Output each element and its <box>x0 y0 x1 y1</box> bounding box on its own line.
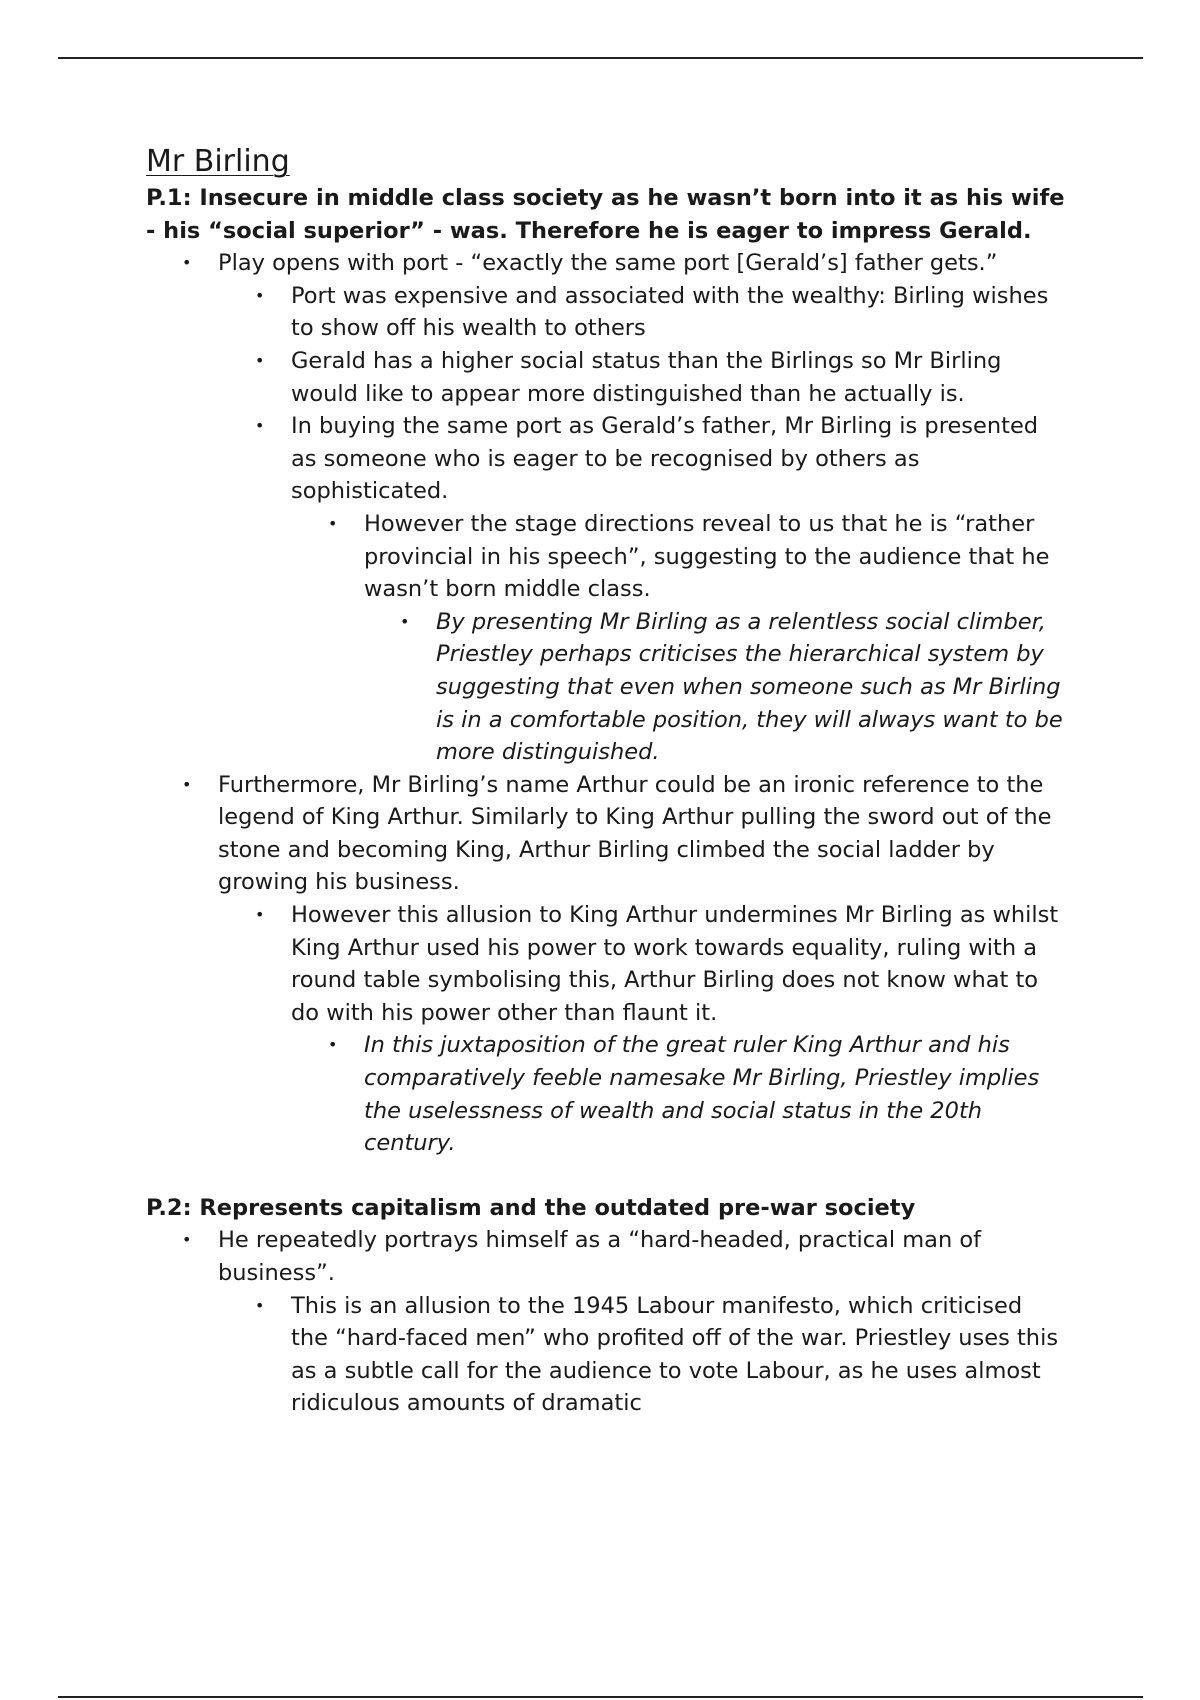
bullet-icon: • <box>255 350 265 370</box>
section-heading-p1: P.1: Insecure in middle class society as he wasn’t born into it as his wife - his “social superior” - was. Therefore he is eager to impress Gerald. <box>146 185 1065 244</box>
list-item <box>146 280 1066 345</box>
list-item-text: This is an allusion to the 1945 Labour manifesto, which criticised the “hard-faced men” who profited off of the war. Priestley uses this as a subtle call for the audience to vote Labour, as he uses almost ridiculous amounts of dramatic <box>291 1292 1059 1417</box>
list-item <box>146 1290 1066 1420</box>
list-item-text: In buying the same port as Gerald’s father, Mr Birling is presented as someone who is eager to be recognised by others as sophisticated. <box>291 413 1039 505</box>
bullet-list-p2 <box>146 1224 1066 1420</box>
bullet-icon: • <box>328 1035 338 1055</box>
list-item <box>146 247 1066 280</box>
bullet-icon: • <box>255 416 265 436</box>
bullet-icon: • <box>182 253 192 273</box>
list-item-text: However this allusion to King Arthur undermines Mr Birling as whilst King Arthur used his power to work towards equality, ruling with a round table symbolising this, Arthur Birling does not know what to do with his power other than flaunt it. <box>291 902 1059 1026</box>
bullet-icon: • <box>255 285 265 305</box>
list-item <box>146 410 1066 508</box>
list-item <box>146 899 1066 1029</box>
section-spacer <box>146 1160 1066 1192</box>
bullet-icon: • <box>182 1230 192 1250</box>
bullet-icon: • <box>400 611 410 631</box>
list-item <box>146 1029 1066 1159</box>
bullet-icon: • <box>255 1295 265 1315</box>
list-item <box>146 1224 1066 1289</box>
list-item-text: In this juxtaposition of the great ruler King Arthur and his comparatively feeble namesake Mr Birling, Priestley implies the uselessness of wealth and social status in the 20th century. <box>364 1032 1040 1157</box>
list-item-text: Port was expensive and associated with the wealthy: Birling wishes to show off his wealth to others <box>291 282 1049 342</box>
list-item-text: Gerald has a higher social status than the Birlings so Mr Birling would like to appear more distinguished than he actually is. <box>291 347 1002 407</box>
bullet-list-p1 <box>146 247 1066 1160</box>
document-title: Mr Birling <box>146 144 290 179</box>
list-item <box>146 606 1066 769</box>
bullet-icon: • <box>255 905 265 925</box>
list-item <box>146 345 1066 410</box>
bullet-icon: • <box>182 774 192 794</box>
document-body <box>146 140 1066 1420</box>
section-heading-p2: P.2: Represents capitalism and the outdated pre-war society <box>146 1194 916 1221</box>
list-item-text: However the stage directions reveal to us that he is “rather provincial in his speech”, suggesting to the audience that he wasn’t born middle class. <box>364 510 1050 603</box>
list-item-text: Play opens with port - “exactly the same port [Gerald’s] father gets.” <box>218 250 998 277</box>
list-item-text: By presenting Mr Birling as a relentless social climber, Priestley perhaps criticises the hierarchical system by suggesting that even when someone such as Mr Birling is in a comfortable position, they will always want to be more distinguished. <box>436 608 1063 766</box>
list-item <box>146 769 1066 899</box>
list-item-text: He repeatedly portrays himself as a “hard-headed, practical man of business”. <box>218 1227 982 1286</box>
list-item <box>146 508 1066 606</box>
list-item-text: Furthermore, Mr Birling’s name Arthur could be an ironic reference to the legend of King Arthur. Similarly to King Arthur pulling the sword out of the stone and becoming King, Arthur Birling climbed the social ladder by growing his business. <box>218 771 1052 896</box>
footer-rule <box>58 1696 1143 1698</box>
header-rule <box>58 57 1143 59</box>
bullet-icon: • <box>328 513 338 533</box>
